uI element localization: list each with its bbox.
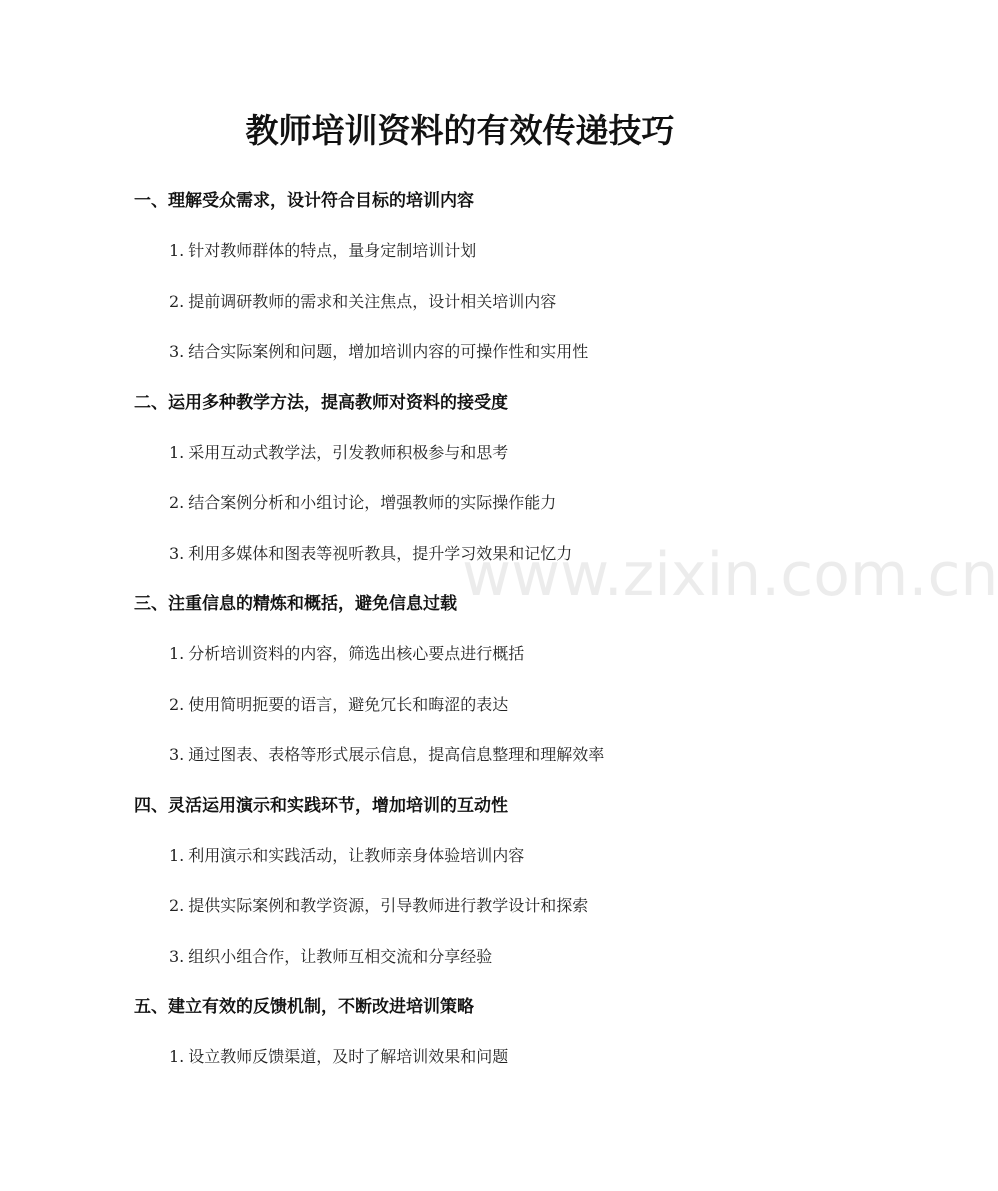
item-text: 通过图表、表格等形式展示信息，提高信息整理和理解效率 <box>188 745 605 764</box>
document-body <box>134 186 814 1093</box>
item-number: 1. <box>169 442 185 462</box>
list-item <box>134 337 814 367</box>
watermark: www.zixin.com.cn <box>462 540 998 610</box>
section-4 <box>134 791 814 972</box>
item-number: 2. <box>169 291 185 311</box>
item-text: 采用互动式教学法，引发教师积极参与和思考 <box>188 442 509 462</box>
item-number: 3. <box>169 543 185 563</box>
item-number: 1. <box>169 1047 185 1066</box>
document-title: 教师培训资料的有效传递技巧 <box>245 111 675 150</box>
item-text: 提供实际案例和教学资源，引导教师进行教学设计和探索 <box>188 896 589 915</box>
list-item <box>134 639 814 669</box>
section-item-list <box>134 438 814 569</box>
item-text: 利用多媒体和图表等视听教具，提升学习效果和记忆力 <box>188 543 573 563</box>
list-item <box>134 236 814 266</box>
item-text: 提前调研教师的需求和关注焦点，设计相关培训内容 <box>188 291 557 311</box>
list-item <box>134 539 814 569</box>
section-item-list <box>134 236 814 367</box>
list-item <box>134 740 814 770</box>
section-1 <box>134 186 814 367</box>
list-item <box>134 690 814 720</box>
item-number: 2. <box>169 493 185 512</box>
list-item <box>134 1042 814 1072</box>
item-text: 针对教师群体的特点，量身定制培训计划 <box>188 241 477 260</box>
item-text: 分析培训资料的内容，筛选出核心要点进行概括 <box>188 644 525 663</box>
section-item-list <box>134 639 814 770</box>
item-text: 使用简明扼要的语言，避免冗长和晦涩的表达 <box>188 694 509 714</box>
section-item-list <box>134 1042 814 1072</box>
item-number: 1. <box>169 644 185 663</box>
item-number: 3. <box>169 342 185 361</box>
section-heading: 二、运用多种教学方法，提高教师对资料的接受度 <box>134 392 508 413</box>
item-text: 结合实际案例和问题，增加培训内容的可操作性和实用性 <box>188 342 589 361</box>
item-number: 2. <box>169 896 185 915</box>
item-text: 设立教师反馈渠道，及时了解培训效果和问题 <box>188 1047 509 1066</box>
item-number: 1. <box>169 845 185 865</box>
section-heading: 五、建立有效的反馈机制，不断改进培训策略 <box>134 997 474 1017</box>
item-text: 组织小组合作，让教师互相交流和分享经验 <box>188 946 493 966</box>
section-5 <box>134 992 814 1072</box>
section-2 <box>134 388 814 569</box>
item-text: 利用演示和实践活动，让教师亲身体验培训内容 <box>188 845 525 865</box>
list-item <box>134 841 814 871</box>
section-heading: 四、灵活运用演示和实践环节，增加培训的互动性 <box>134 795 508 816</box>
list-item <box>134 942 814 972</box>
item-number: 3. <box>169 745 185 764</box>
list-item <box>134 488 814 518</box>
list-item <box>134 891 814 921</box>
section-heading: 三、注重信息的精炼和概括，避免信息过载 <box>134 594 457 614</box>
item-text: 结合案例分析和小组讨论，增强教师的实际操作能力 <box>188 493 557 512</box>
item-number: 3. <box>169 946 185 966</box>
item-number: 1. <box>169 241 185 260</box>
list-item <box>134 287 814 317</box>
item-number: 2. <box>169 694 185 714</box>
section-heading: 一、理解受众需求，设计符合目标的培训内容 <box>134 191 474 211</box>
section-item-list <box>134 841 814 972</box>
list-item <box>134 438 814 468</box>
section-3 <box>134 589 814 770</box>
